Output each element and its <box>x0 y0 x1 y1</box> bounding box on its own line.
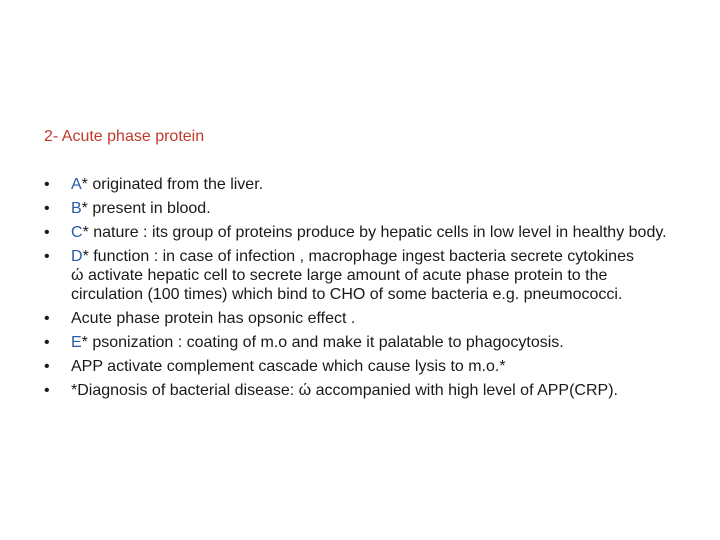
list-item <box>44 309 674 328</box>
item-lead: D <box>71 248 83 265</box>
list-item <box>44 247 674 304</box>
bullet-icon: • <box>44 358 50 375</box>
list-item <box>44 381 674 400</box>
bullet-icon: • <box>44 224 50 241</box>
item-text: * function : in case of infection , macrophage ingest bacteria secrete cytokines <box>82 248 634 265</box>
slide-heading: 2- Acute phase protein <box>44 128 205 145</box>
item-text-continued: ώ activate hepatic cell to secrete large amount of acute phase protein to the circulation (100 times) which bind to CHO of some bacteria e.g. pneumococci. <box>71 267 623 303</box>
item-text: * present in blood. <box>81 200 211 217</box>
item-lead: C <box>71 224 83 241</box>
item-lead: E <box>71 334 82 351</box>
item-lead: A <box>71 176 82 193</box>
bullet-icon: • <box>44 310 50 327</box>
item-text: * nature : its group of proteins produce by hepatic cells in low level in healthy body. <box>82 224 667 241</box>
list-item <box>44 199 674 218</box>
item-text: *Diagnosis of bacterial disease: ώ accompanied with high level of APP(CRP). <box>71 382 618 399</box>
list-item <box>44 175 674 194</box>
bullet-icon: • <box>44 200 50 217</box>
bullet-icon: • <box>44 334 50 351</box>
bullet-icon: • <box>44 248 50 265</box>
list-item <box>44 333 674 352</box>
bullet-icon: • <box>44 382 50 399</box>
item-text: * originated from the liver. <box>81 176 264 193</box>
item-text: APP activate complement cascade which cause lysis to m.o.* <box>71 358 506 375</box>
list-item <box>44 223 674 242</box>
item-text: * psonization : coating of m.o and make it palatable to phagocytosis. <box>81 334 564 351</box>
bullet-list <box>44 175 674 405</box>
bullet-icon: • <box>44 176 50 193</box>
item-text: Acute phase protein has opsonic effect . <box>71 310 356 327</box>
list-item <box>44 357 674 376</box>
item-lead: B <box>71 200 82 217</box>
